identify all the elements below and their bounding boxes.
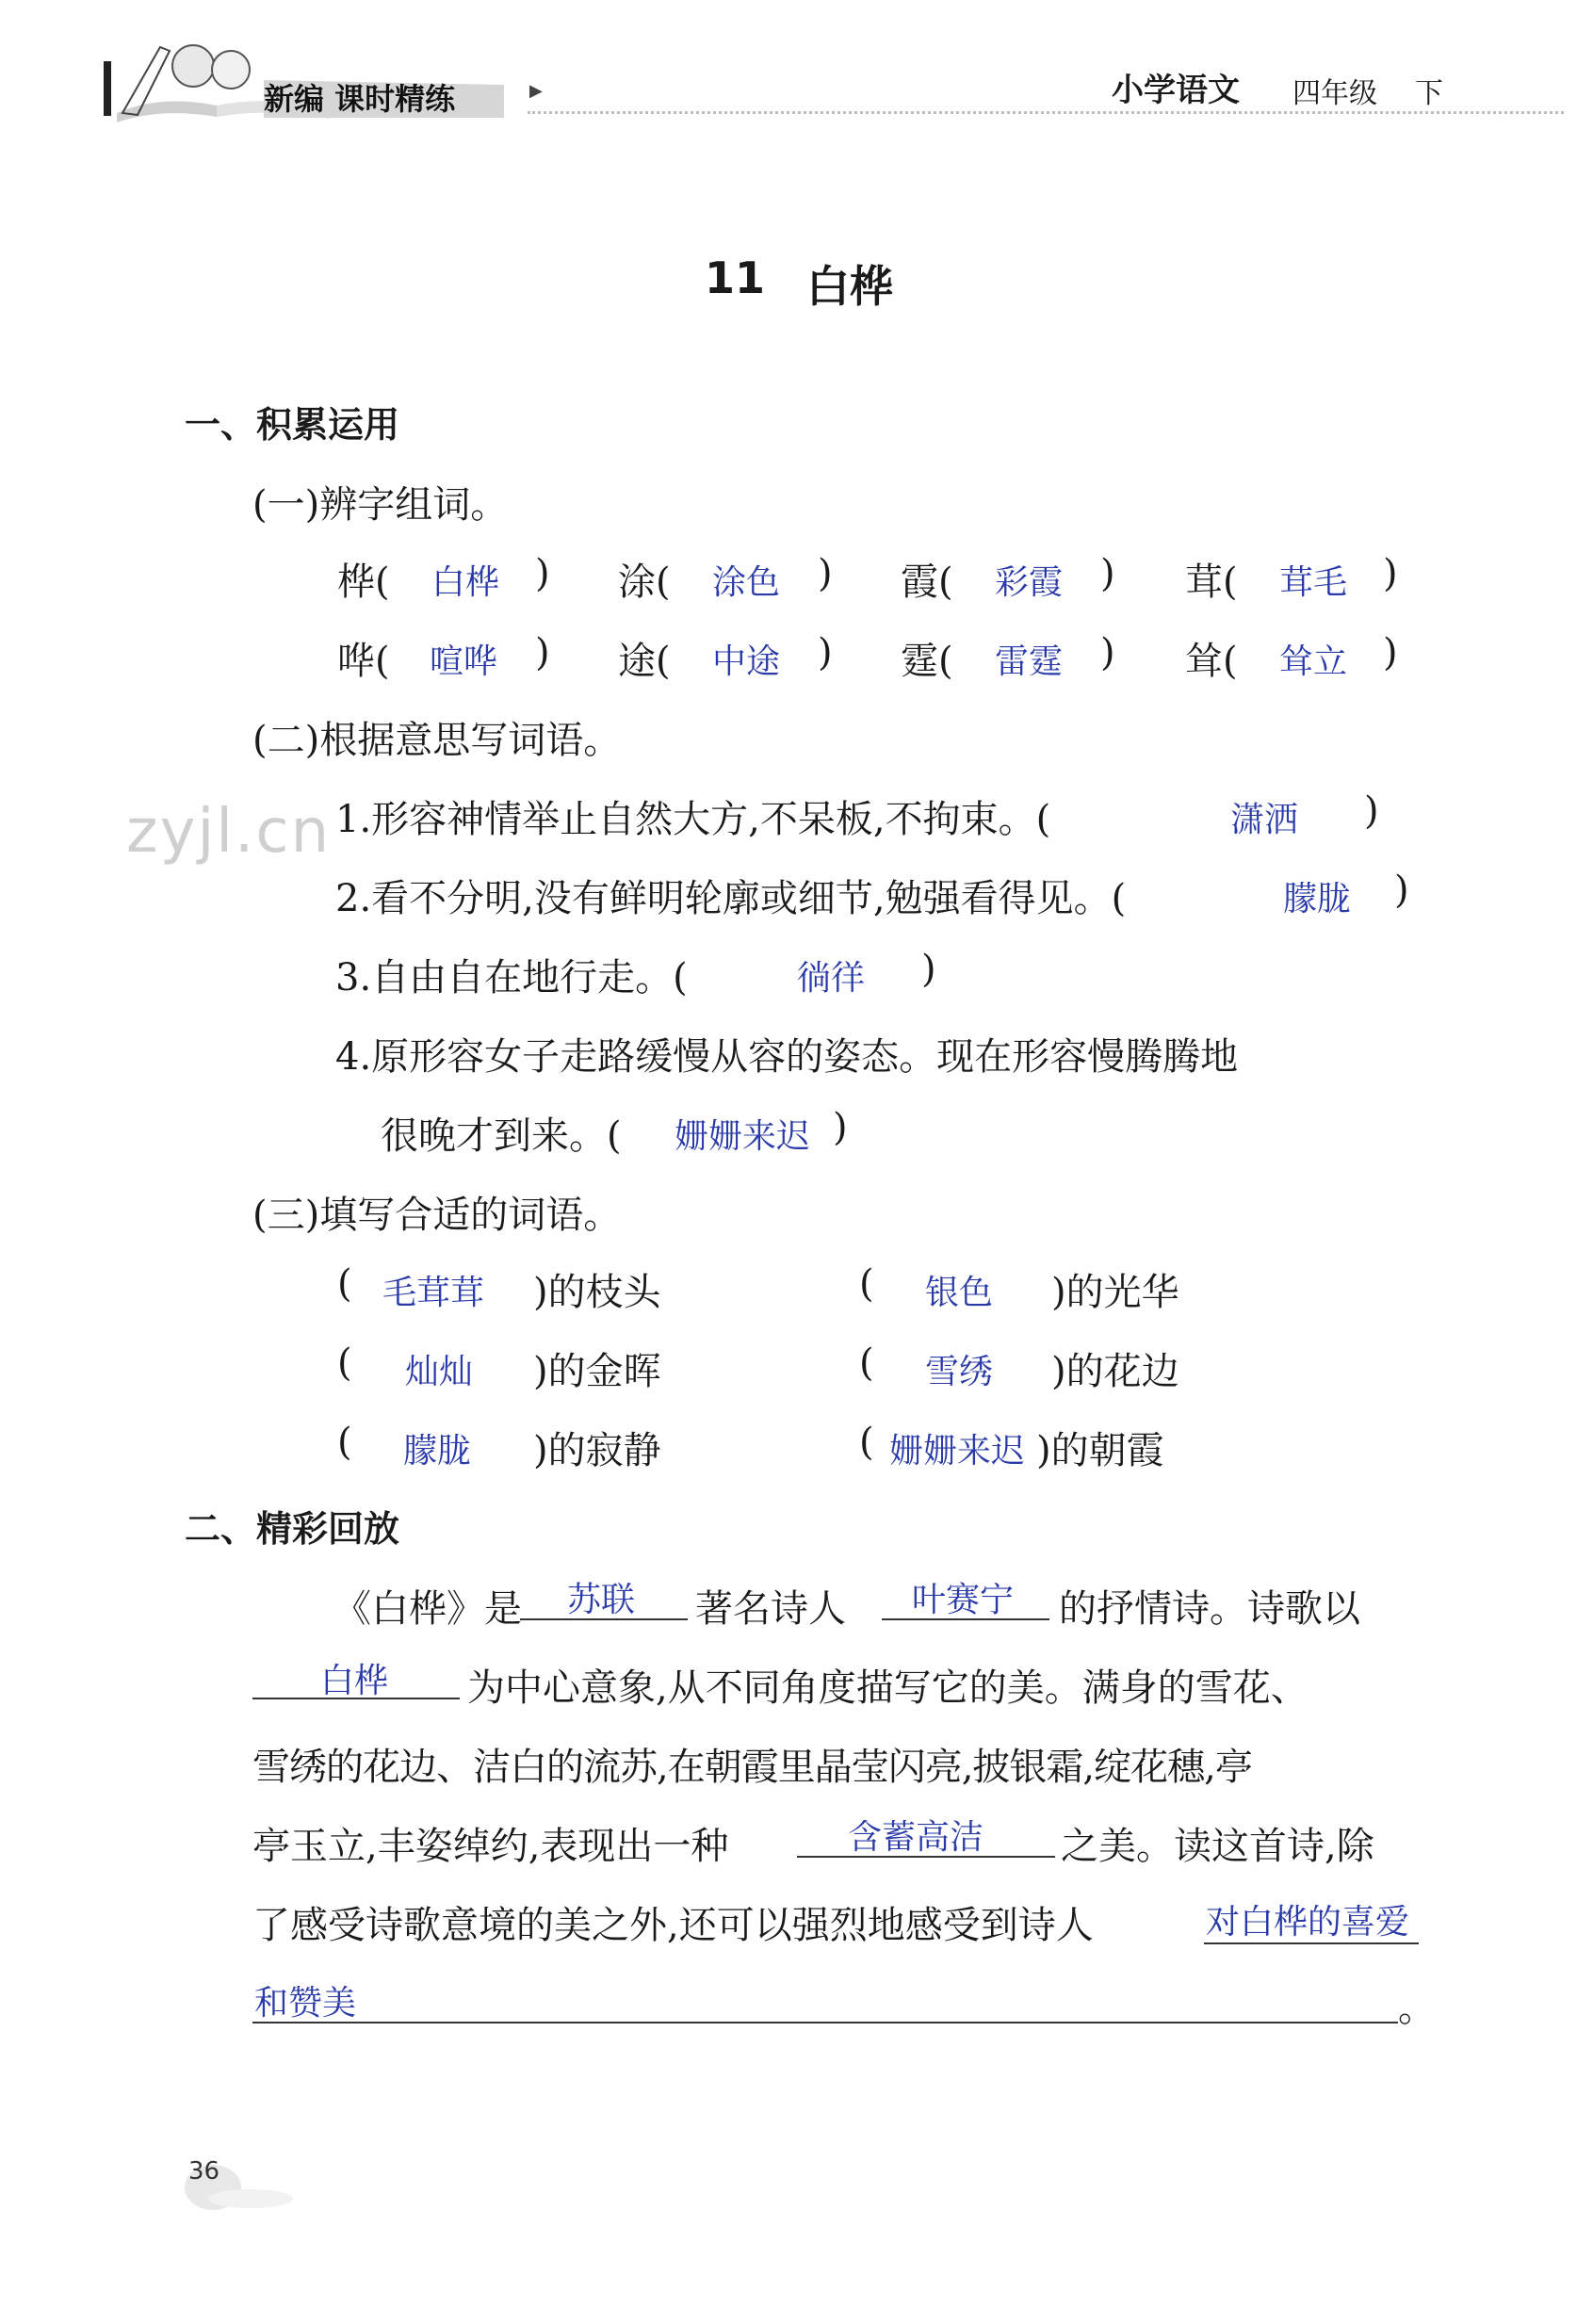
phrase: )的朝霞 <box>1036 1429 1164 1472</box>
phrase: )的枝头 <box>533 1271 661 1314</box>
header-divider <box>528 111 1564 114</box>
header-series: 新编 课时精练 <box>264 81 456 117</box>
watermark: zyjl.cn <box>126 797 332 867</box>
answer: 雪绣 <box>925 1353 994 1391</box>
lesson-number: 11 <box>705 252 766 303</box>
phrase: )的花边 <box>1051 1350 1179 1393</box>
question-3: 3.自由自在地行走。( <box>335 956 688 999</box>
header-subject: 小学语文 <box>1112 72 1240 109</box>
char-close: ) <box>535 631 550 674</box>
open-paren: ( <box>337 1341 352 1385</box>
char-item: 桦( <box>337 561 390 604</box>
close-paren: ) <box>1394 869 1409 912</box>
question-4-cont: 很晚才到来。( <box>381 1114 622 1158</box>
char-item: 途( <box>618 640 671 683</box>
answer: 毛茸茸 <box>382 1274 485 1312</box>
char-item: 涂( <box>618 561 671 604</box>
question-2: 2.看不分明,没有鲜明轮廓或细节,勉强看得见。( <box>335 877 1127 920</box>
char-close: ) <box>1383 552 1398 595</box>
answer: 灿灿 <box>405 1353 474 1391</box>
char-item: 茸( <box>1185 561 1238 604</box>
answer: 白桦 <box>431 563 500 602</box>
char-item: 哗( <box>337 640 390 683</box>
answer: 朦胧 <box>403 1432 472 1471</box>
question-1: 1.形容神情举止自然大方,不呆板,不拘束。( <box>335 798 1051 841</box>
question-4: 4.原形容女子走路缓慢从容的姿态。现在形容慢腾腾地 <box>335 1035 1239 1079</box>
answer-1: 潇洒 <box>1230 801 1299 839</box>
answer-4: 姗姗来迟 <box>675 1117 811 1156</box>
section-heading-2: 二、精彩回放 <box>185 1508 400 1550</box>
open-paren: ( <box>859 1341 874 1385</box>
char-item: 霞( <box>901 561 953 604</box>
open-paren: ( <box>859 1262 874 1306</box>
answer: 茸毛 <box>1279 563 1348 602</box>
answer: 雷霆 <box>995 642 1064 681</box>
para-line-1c: 的抒情诗。诗歌以 <box>1059 1587 1360 1631</box>
para-line-1a: 《白桦》是 <box>333 1587 522 1631</box>
answer: 银色 <box>925 1274 994 1312</box>
para-line-3: 雪绣的花边、洁白的流苏,在朝霞里晶莹闪亮,披银霜,绽花穗,亭 <box>252 1746 1252 1789</box>
header-grade: 四年级 <box>1292 77 1377 110</box>
page-number: 36 <box>188 2157 220 2186</box>
page-number-decoration-icon <box>166 2150 298 2216</box>
close-paren: ) <box>833 1106 848 1149</box>
blank-answer-5a: 对白桦的喜爱 <box>1206 1903 1410 1942</box>
answer: 姗姗来迟 <box>889 1432 1026 1471</box>
blank-answer-1: 苏联 <box>567 1581 636 1619</box>
answer: 中途 <box>712 642 781 681</box>
open-paren: ( <box>337 1421 352 1464</box>
part1-heading: (一)辨字组词。 <box>252 483 509 527</box>
answer: 喧哗 <box>430 642 498 681</box>
blank-answer-5b: 和赞美 <box>254 1984 357 2023</box>
open-paren: ( <box>337 1262 352 1306</box>
answer: 耸立 <box>1279 642 1348 681</box>
answer: 彩霞 <box>995 563 1064 602</box>
para-line-4b: 之美。读这首诗,除 <box>1061 1825 1374 1868</box>
header-arrow-icon: ▶ <box>529 81 543 101</box>
char-item: 霆( <box>901 640 953 683</box>
phrase: )的光华 <box>1051 1271 1179 1314</box>
char-close: ) <box>1100 552 1115 595</box>
phrase: )的寂静 <box>533 1429 661 1472</box>
close-paren: ) <box>921 948 936 991</box>
char-close: ) <box>818 552 833 595</box>
char-item: 耸( <box>1185 640 1238 683</box>
blank-line <box>252 2022 1398 2023</box>
part3-heading: (三)填写合适的词语。 <box>252 1194 622 1237</box>
para-line-1b: 著名诗人 <box>695 1587 846 1631</box>
section-heading-1: 一、积累运用 <box>185 404 400 446</box>
open-paren: ( <box>859 1421 874 1464</box>
char-close: ) <box>1100 631 1115 674</box>
char-close: ) <box>1383 631 1398 674</box>
blank-answer-3: 白桦 <box>320 1662 389 1700</box>
blank-answer-2: 叶赛宁 <box>912 1581 1015 1619</box>
part2-heading: (二)根据意思写词语。 <box>252 719 622 762</box>
header-term: 下 <box>1415 77 1443 110</box>
phrase: )的金晖 <box>533 1350 661 1393</box>
para-end: 。 <box>1398 1987 1436 2030</box>
char-close: ) <box>818 631 833 674</box>
answer-2: 朦胧 <box>1283 880 1352 918</box>
para-line-4a: 亭玉立,丰姿绰约,表现出一种 <box>252 1825 729 1868</box>
para-line-2: 为中心意象,从不同角度描写它的美。满身的雪花、 <box>467 1666 1309 1710</box>
blank-answer-4: 含蓄高洁 <box>848 1818 984 1857</box>
answer: 涂色 <box>712 563 781 602</box>
close-paren: ) <box>1364 789 1379 833</box>
char-close: ) <box>535 552 550 595</box>
lesson-title: 白桦 <box>806 261 893 312</box>
para-line-5: 了感受诗歌意境的美之外,还可以强烈地感受到诗人 <box>252 1904 1094 1947</box>
answer-3: 徜徉 <box>797 959 866 998</box>
